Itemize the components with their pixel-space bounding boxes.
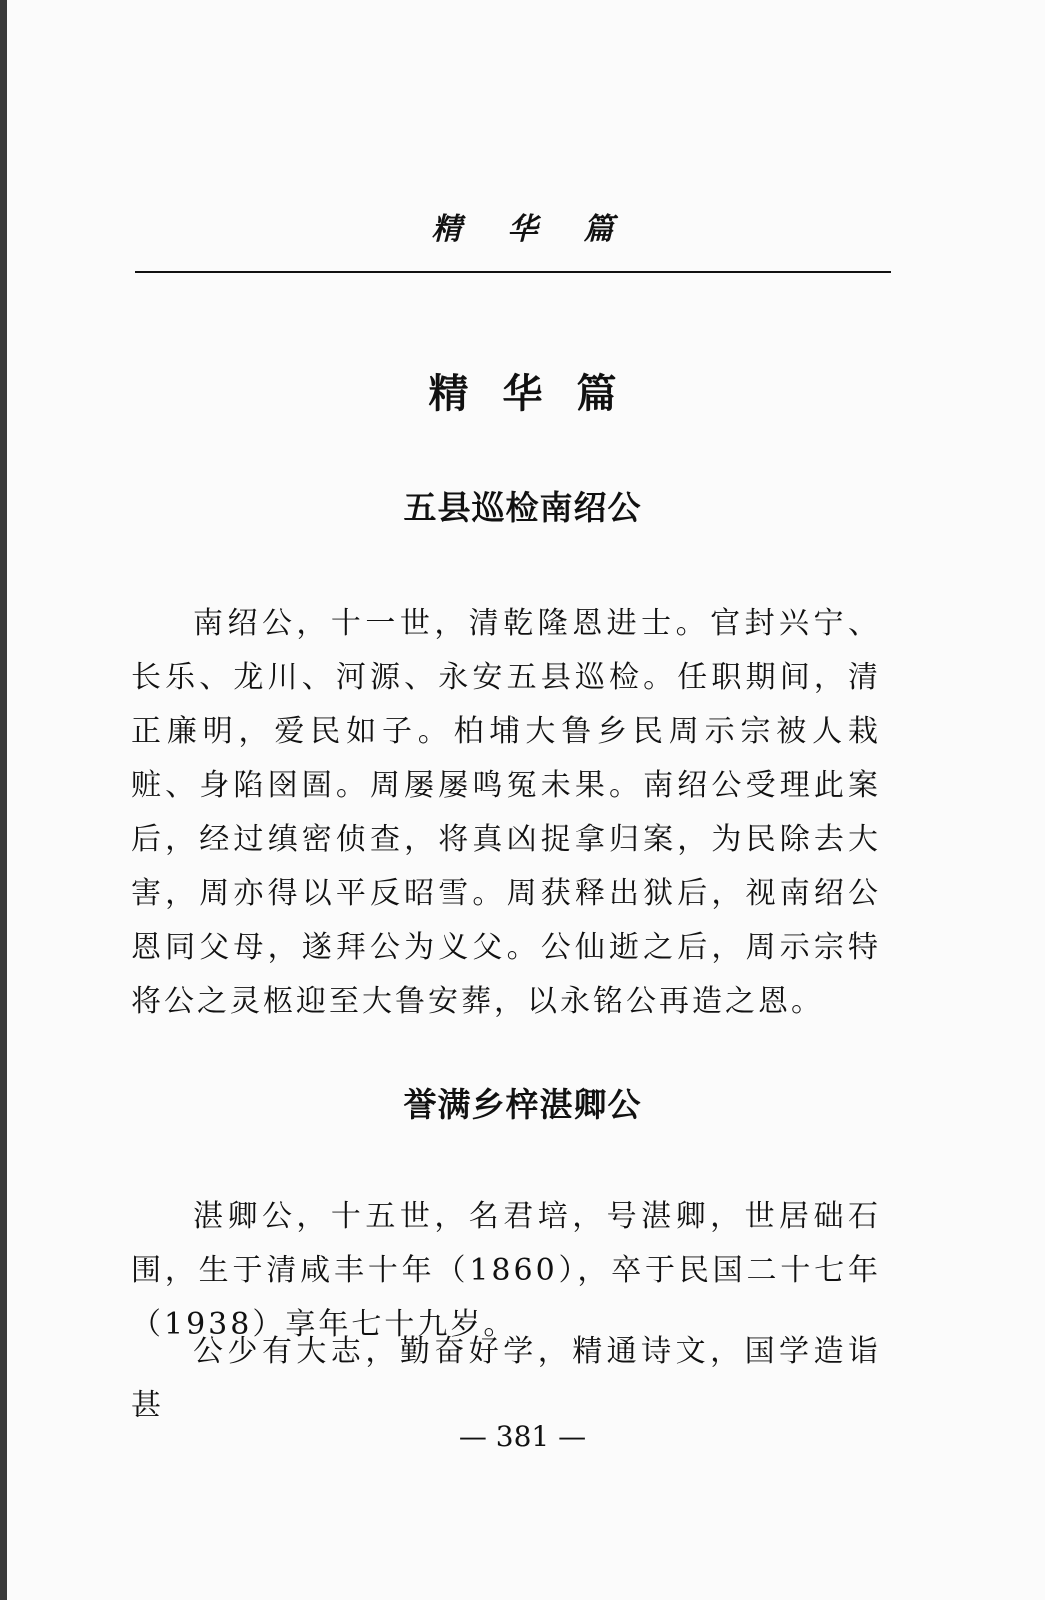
article-heading-nanshao: 五县巡检南绍公 xyxy=(403,488,642,527)
article-paragraph: 南绍公，十一世，清乾隆恩进士。官封兴宁、长乐、龙川、河源、永安五县巡检。任职期间，清正廉明，爱民如子。柏埔大鲁乡民周示宗被人栽赃、身陷囹圄。周屡屡鸣冤未果。南绍公受理此案后，经过缜密侦查，将真凶捉拿归案，为民除去大害，周亦得以平反昭雪。周获释出狱后，视南绍公恩同父母，遂拜公为义父。公仙逝之后，周示宗特将公之灵柩迎至大鲁安葬，以永铭公再造之恩。 xyxy=(131,606,881,1019)
running-header: 精华篇 xyxy=(431,212,660,247)
section-title: 精华篇 xyxy=(428,370,651,417)
page-number: — 381 — xyxy=(458,1420,587,1453)
article-heading-zhanqing: 誉满乡梓湛卿公 xyxy=(403,1085,642,1124)
article-paragraph: 湛卿公，十五世，名君培，号湛卿，世居础石围，生于清咸丰十年（1860），卒于民国二十七年（1938）享年七十九岁。 xyxy=(131,1199,881,1342)
article-paragraph: 公少有大志，勤奋好学，精通诗文，国学造诣甚 xyxy=(131,1334,881,1423)
header-rule xyxy=(135,271,891,273)
